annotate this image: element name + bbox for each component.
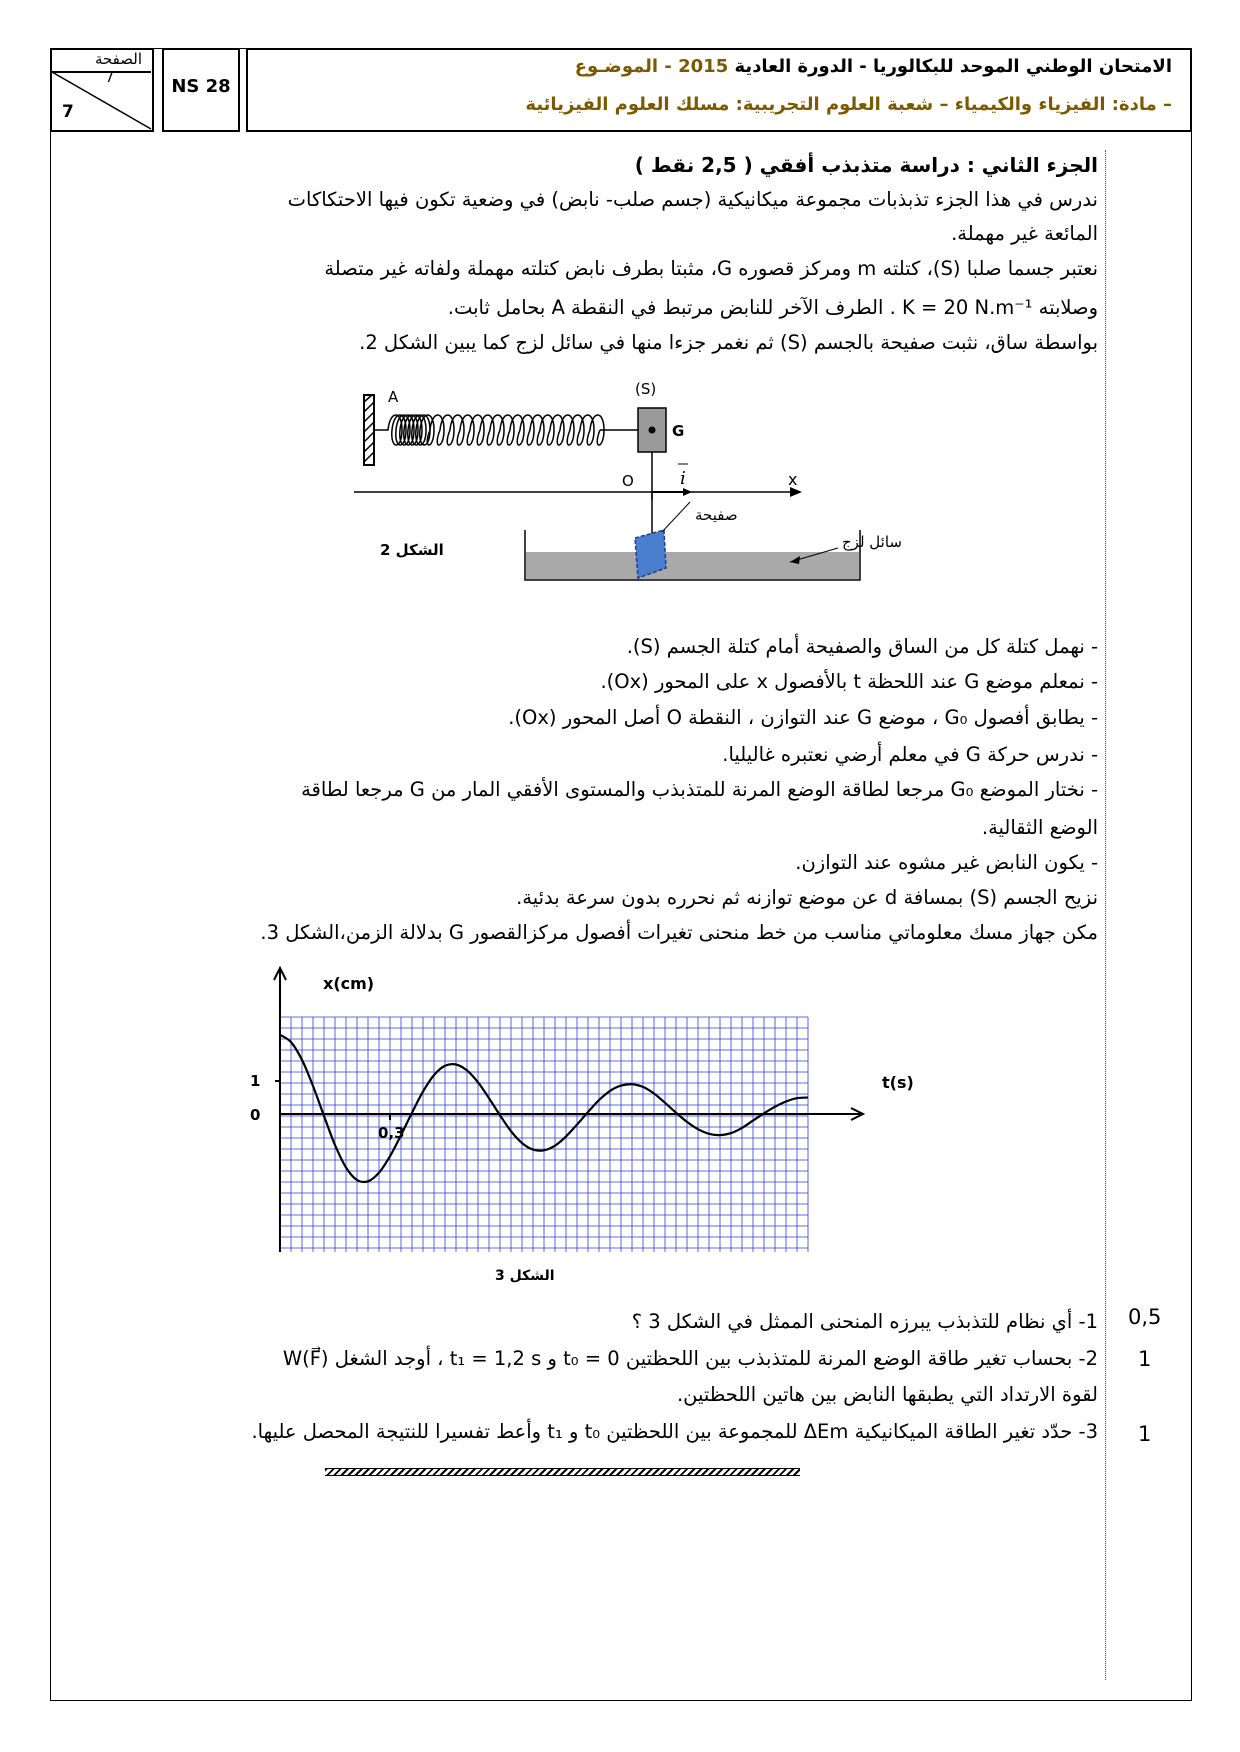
intro-line-1: ندرس في هذا الجزء تذبذبات مجموعة ميكانيكية (جسم صلب- نابض) في وضعية تكون فيها الاحتكاكات xyxy=(287,188,1098,211)
assumption-9: مكن جهاز مسك معلوماتي مناسب من خط منحنى تغيرات أفصول مركزالقصور G بدلالة الزمن،الشكل 3. xyxy=(260,921,1098,944)
body-line-2: وصلابته K = 20 N.m⁻¹ . الطرف الآخر للنابض مرتبط في النقطة A بحامل ثابت. xyxy=(447,296,1098,319)
assumption-2: - نمعلم موضع G عند اللحظة t بالأفصول x على المحور (Ox). xyxy=(600,670,1098,693)
question-2-cont: لقوة الارتداد التي يطبقها النابض بين هاتين اللحظتين. xyxy=(676,1383,1098,1406)
part-title: الجزء الثاني : دراسة متذبذب أفقي ( 2,5 نقط ) xyxy=(634,153,1098,177)
question-3: 3- حدّد تغير الطاقة الميكانيكية ΔEm للمجموعة بين اللحظتين t₀ و t₁ وأعط تفسيرا للنتيجة المحصل عليها. xyxy=(251,1420,1098,1443)
assumption-8: نزيح الجسم (S) بمسافة d عن موضع توازنه ثم نحرره بدون سرعة بدئية. xyxy=(516,886,1098,909)
title-line-2: – مادة: الفيزياء والكيمياء – شعبة العلوم التجريبية: مسلك العلوم الفيزيائية xyxy=(525,94,1172,115)
spring-start xyxy=(374,415,430,445)
assumption-4: - ندرس حركة G في معلم أرضي نعتبره غاليليا. xyxy=(722,743,1098,766)
label-S: (S) xyxy=(635,380,657,398)
body-line-1: نعتبر جسما صلبا (S)، كتلته m ومركز قصوره G، مثبتا بطرف نابض كتلته مهملة ولفاته غير متصلة xyxy=(324,257,1098,280)
label-G: G xyxy=(672,422,685,440)
question-1: 1- أي نظام للتذبذب يبرزه المنحنى الممثل في الشكل 3 ؟ xyxy=(631,1310,1098,1333)
exam-title xyxy=(246,48,1192,132)
question-2: 2- بحساب تغير طاقة الوضع المرنة للمتذبذب بين اللحظتين t₀ = 0 و t₁ = 1,2 s ، أوجد الشغل W(F⃗) xyxy=(282,1347,1098,1370)
spring-coils xyxy=(420,415,604,445)
y-tick-label-1: 1 xyxy=(250,1072,261,1090)
intro-line-2: المائعة غير مهملة. xyxy=(951,222,1098,245)
score-q2: 1 xyxy=(1138,1347,1152,1371)
x-tick-label-0-3: 0,3 xyxy=(378,1124,405,1142)
center-of-mass-G xyxy=(649,427,656,434)
end-separator xyxy=(325,1468,800,1476)
margin-separator xyxy=(1105,150,1106,1680)
body-line-3: بواسطة ساق، نثبت صفيحة بالجسم (S) ثم نغمر جزءا منها في سائل لزج كما يبين الشكل 2. xyxy=(359,331,1098,354)
label-x: x xyxy=(788,470,798,489)
label-i: i xyxy=(680,468,686,489)
label-plate: صفيحة xyxy=(695,506,738,524)
assumption-3: - يطابق أفصول G₀ ، موضع G عند التوازن ، النقطة O أصل المحور (Ox). xyxy=(508,706,1098,729)
label-A: A xyxy=(388,388,399,406)
score-q1: 0,5 xyxy=(1128,1305,1162,1329)
figure-3-caption: الشكل 3 xyxy=(495,1268,555,1284)
title-line-1a: الامتحان الوطني الموحد للبكالوريا - الدورة العادية xyxy=(734,56,1172,77)
exam-header xyxy=(50,48,1192,132)
assumption-6: الوضع الثقالية. xyxy=(981,816,1098,839)
label-liquid: سائل لزج xyxy=(842,533,902,551)
assumption-1: - نهمل كتلة كل من الساق والصفيحة أمام كتلة الجسم (S). xyxy=(626,635,1098,658)
page-num: 7 xyxy=(105,70,114,86)
assumption-5: - نختار الموضع G₀ مرجعا لطاقة الوضع المرنة للمتذبذب والمستوى الأفقي المار من G مرجعا لطاقة xyxy=(301,778,1098,801)
figure-3-chart xyxy=(250,962,930,1262)
label-O: O xyxy=(622,472,634,490)
x-axis-label: t(s) xyxy=(882,1073,914,1092)
unit-vector-arrow xyxy=(683,488,692,496)
page-number-box xyxy=(50,48,154,132)
page-label: الصفحة xyxy=(94,50,142,68)
assumption-7: - يكون النابض غير مشوه عند التوازن. xyxy=(795,851,1098,874)
title-line-1b: - الموضـوع xyxy=(574,56,672,77)
exam-code: NS 28 xyxy=(162,48,240,132)
figure-2-diagram xyxy=(350,380,910,600)
page-total: 7 xyxy=(62,102,74,122)
plate-pointer xyxy=(662,502,690,532)
title-year: 2015 xyxy=(678,56,729,77)
figure-2-caption: الشكل 2 xyxy=(380,541,444,559)
score-q3: 1 xyxy=(1138,1422,1152,1446)
y-axis-label: x(cm) xyxy=(323,974,375,993)
title-line-1 xyxy=(575,56,1172,77)
y-tick-label-0: 0 xyxy=(250,1106,261,1124)
spring-coil-path xyxy=(420,415,604,445)
